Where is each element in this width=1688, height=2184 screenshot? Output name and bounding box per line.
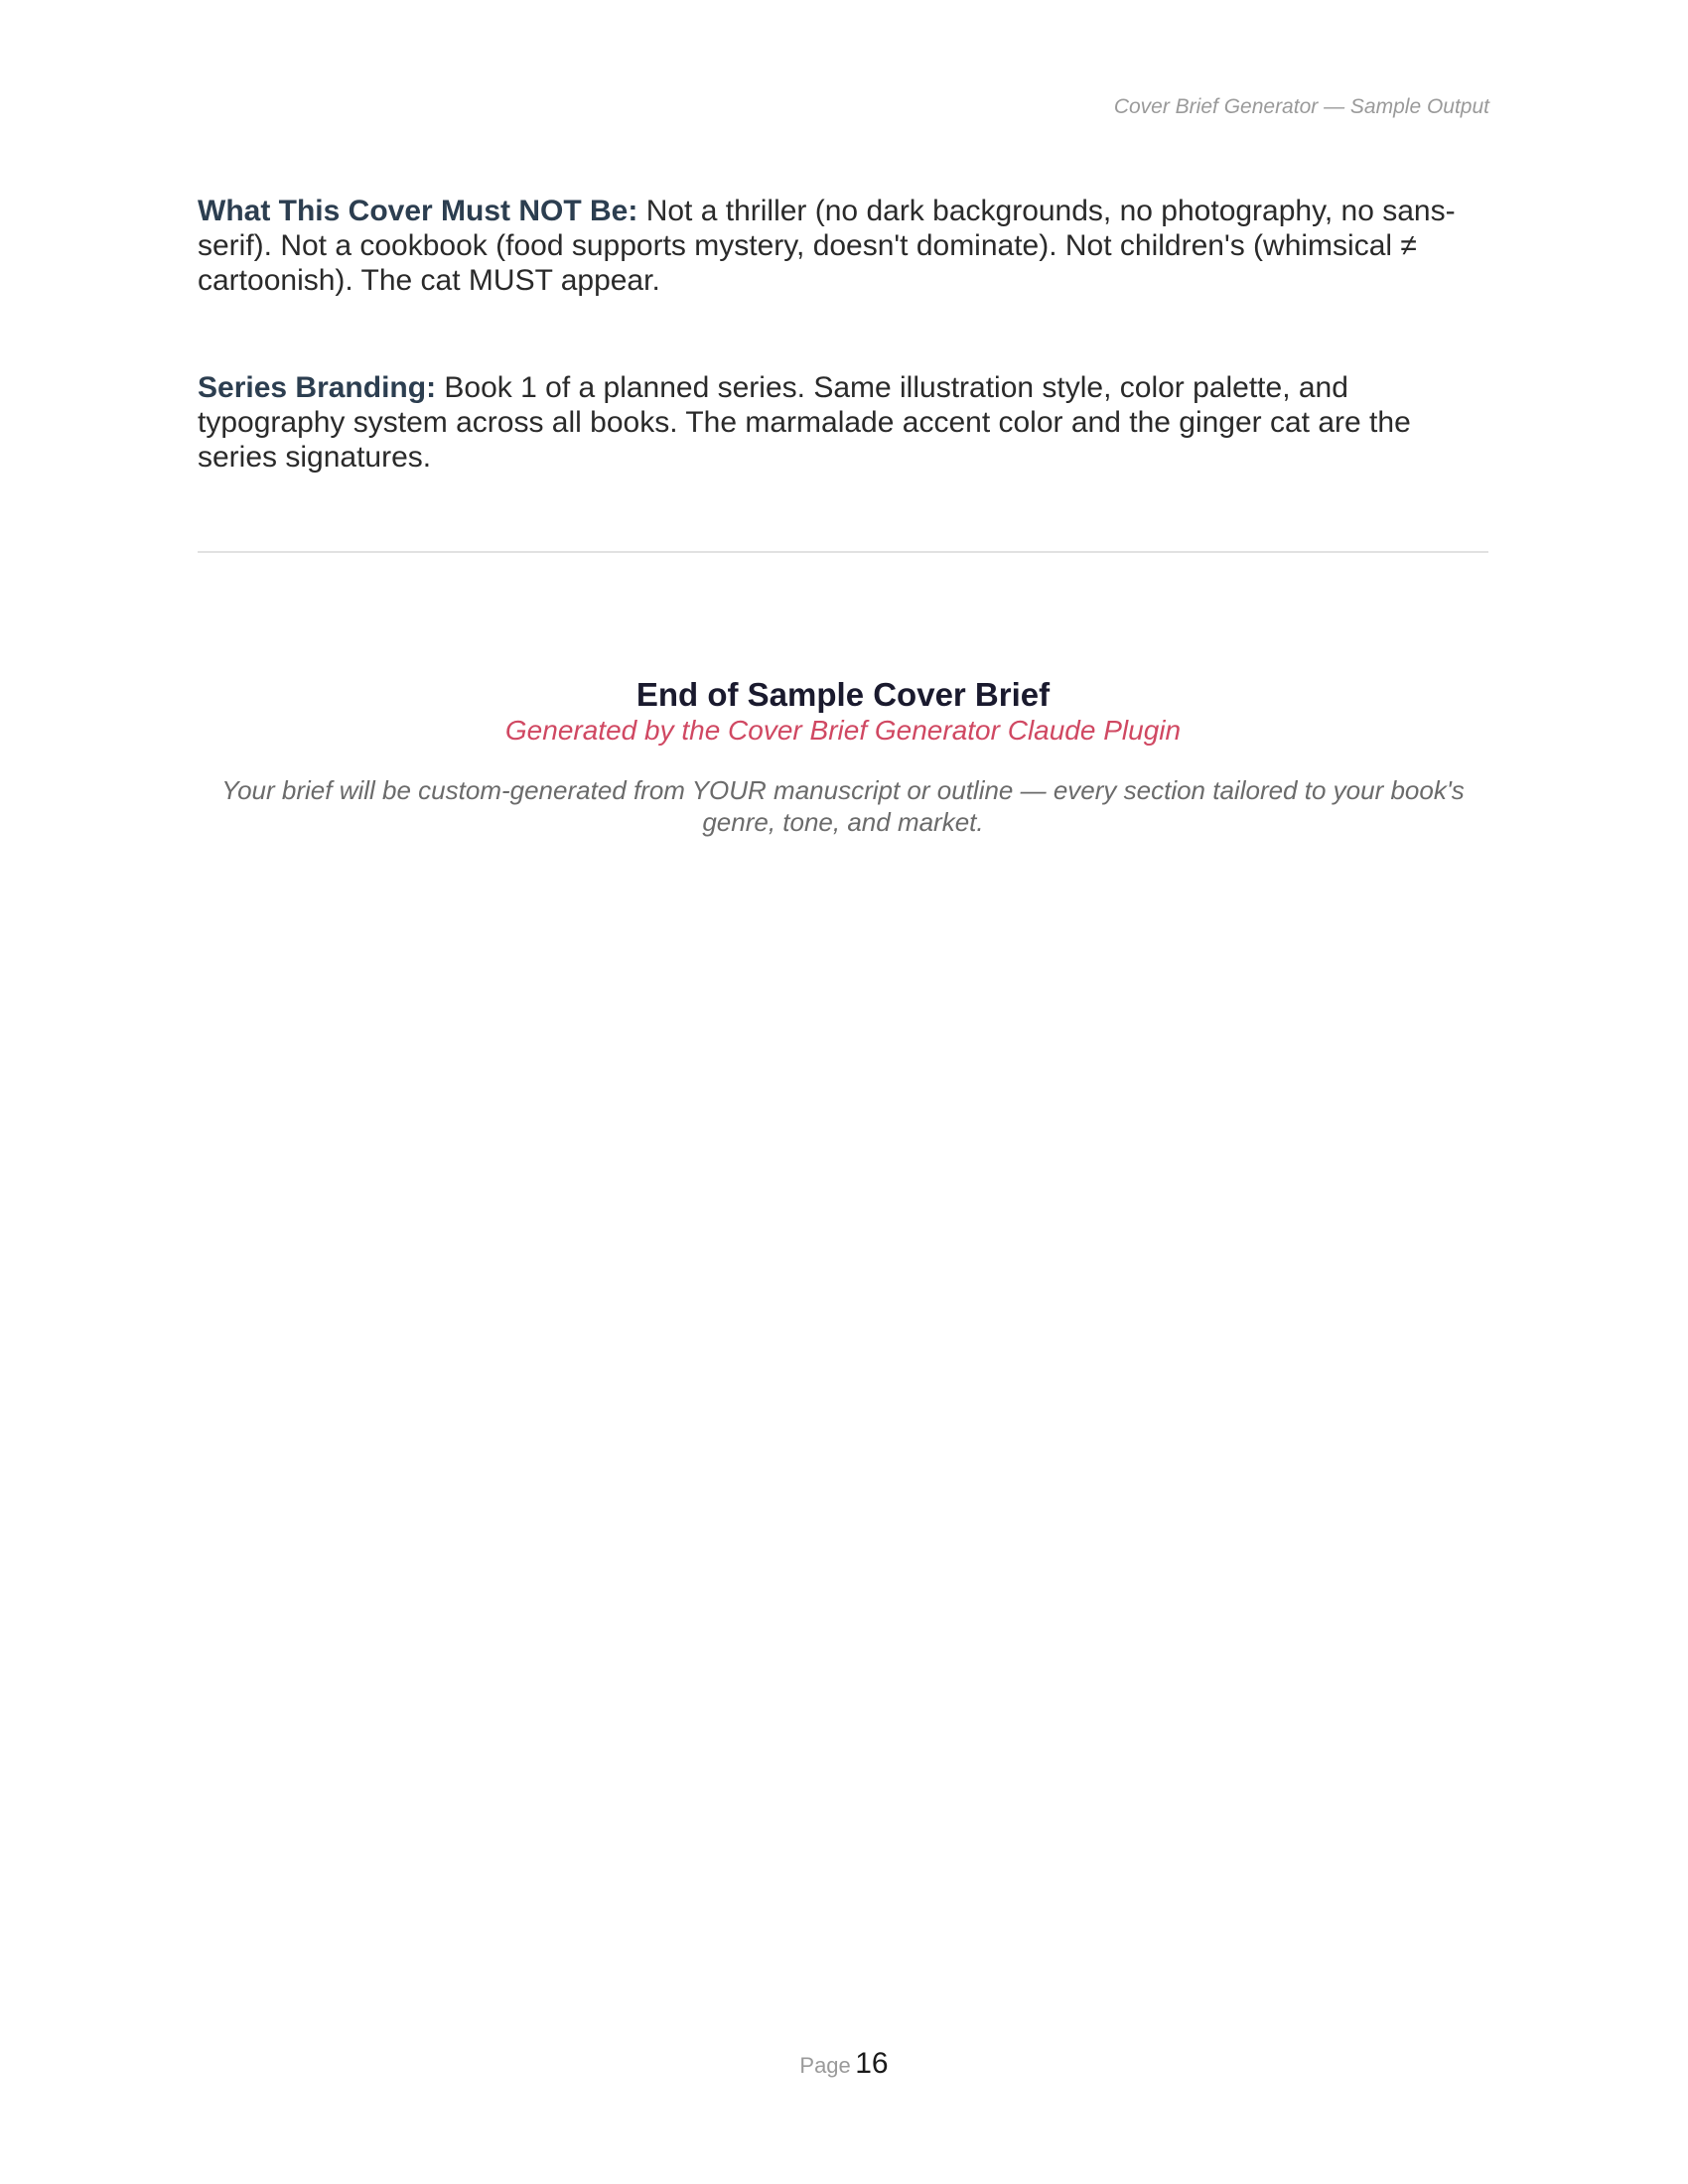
series-branding-text: Book 1 of a planned series. Same illustration style, color palette, and typography system across all books. The marmalade accent color and the ginger cat are the series signatures.: [198, 371, 1411, 474]
series-branding-paragraph: [198, 370, 1488, 475]
page-footer: [0, 2047, 1688, 2081]
end-block: [198, 676, 1488, 838]
series-branding-label: Series Branding:: [198, 371, 437, 404]
section-divider: [198, 551, 1488, 553]
not-be-paragraph: [198, 194, 1488, 298]
running-header: Cover Brief Generator — Sample Output: [1113, 95, 1489, 118]
not-be-label: What This Cover Must NOT Be:: [198, 195, 638, 227]
page-number: 16: [855, 2047, 889, 2080]
not-be-text: Not a thriller (no dark backgrounds, no photography, no sans-serif). Not a cookbook (food supports mystery, doesn't dominate). Not children's (whimsical ≠ cartoonish). The cat MUST appear.: [198, 195, 1456, 297]
end-title: End of Sample Cover Brief: [635, 676, 1051, 713]
end-note: Your brief will be custom-generated from YOUR manuscript or outline — every section tailored to your book's genre, tone, and market.: [221, 775, 1465, 837]
page-content: [198, 194, 1488, 838]
page-label: Page: [799, 2053, 851, 2078]
end-subtitle: Generated by the Cover Brief Generator Claude Plugin: [504, 715, 1182, 746]
